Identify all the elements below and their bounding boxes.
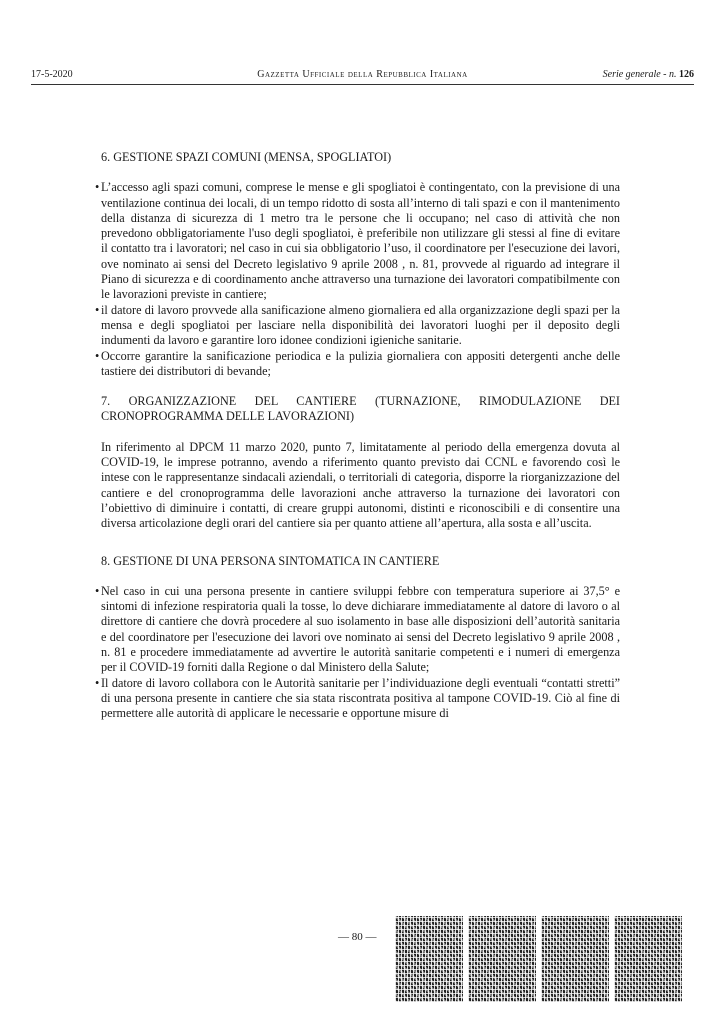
- list-item: • il datore di lavoro provvede alla sanificazione almeno giornaliera ed alla organizzazione degli spazi per la mensa e degli spogliatoi per lasciare nella disponibilità dei lavoratori luoghi per il deposito degli indumenti da lavoro e garantire loro idonee condizioni igieniche sanitarie.: [101, 303, 620, 349]
- header-date: 17-5-2020: [31, 69, 73, 80]
- list-item: • L’accesso agli spazi comuni, comprese le mense e gli spogliatoi è contingentato, con la previsione di una ventilazione continua dei locali, di un tempo ridotto di sosta all’interno di tali spazi e con il mantenimento della distanza di sicurezza di 1 metro tra le persone che li occupano; nel caso di attività che non prevedono obbligatoriamente l'uso degli spogliatoi, è preferibile non utilizzare gli stessi al fine di evitare il contatto tra i lavoratori; nel caso in cui sia obbligatorio l’uso, il coordinatore per l'esecuzione dei lavori, ove nominato ai sensi del Decreto legislativo 9 aprile 2008 , n. 81, provvede al riguardo ad integrare il Piano di sicurezza e di coordinamento anche attraverso una turnazione dei lavoratori compatibilmente con le lavorazioni previste in cantiere;: [101, 180, 620, 302]
- page-content: [101, 150, 620, 722]
- security-codes: [395, 916, 685, 1002]
- security-code-image: [614, 916, 682, 1002]
- section-8-bullets: [101, 584, 620, 722]
- section-6-title: 6. GESTIONE SPAZI COMUNI (MENSA, SPOGLIATOI): [101, 150, 392, 164]
- header-rule: [31, 84, 694, 85]
- security-code-image: [468, 916, 536, 1002]
- header-serie-number: 126: [679, 69, 694, 80]
- header-serie-label: Serie generale - n.: [602, 69, 677, 80]
- page-number: — 80 —: [338, 931, 377, 943]
- header-serie: [603, 68, 694, 82]
- list-item: • Nel caso in cui una persona presente in cantiere sviluppi febbre con temperatura superiore ai 37,5° e sintomi di infezione respiratoria quali la tosse, lo deve dichiarare immediatamente al datore di lavoro o al direttore di cantiere che dovrà procedere al suo isolamento in base alle disposizioni dell’autorità sanitaria e del coordinatore per l'esecuzione dei lavori ove nominato ai sensi del Decreto legislativo 9 aprile 2008 , n. 81 e procedere immediatamente ad avvertire le autorità sanitarie competenti e i numeri di emergenza per il COVID-19 forniti dalla Regione o dal Ministero della Salute;: [101, 584, 620, 676]
- security-code-image: [541, 916, 609, 1002]
- page-header: [31, 68, 694, 82]
- list-item: • Il datore di lavoro collabora con le Autorità sanitarie per l’individuazione degli eventuali “contatti stretti” di una persona presente in cantiere che sia stata riscontrata positiva al tampone COVID-19. Ciò al fine di permettere alle autorità di applicare le necessarie e opportune misure di: [101, 676, 620, 722]
- section-8-title: 8. GESTIONE DI UNA PERSONA SINTOMATICA IN CANTIERE: [101, 553, 440, 568]
- header-gazette-title: Gazzetta Ufficiale della Repubblica Italiana: [257, 69, 468, 80]
- security-code-image: [395, 916, 463, 1002]
- section-7-paragraph: In riferimento al DPCM 11 marzo 2020, punto 7, limitatamente al periodo della emergenza dovuta al COVID-19, le imprese potranno, avendo a riferimento quanto previsto dai CCNL e favorendo così le intese con le rappresentanze sindacali aziendali, o territoriali di categoria, disporre la riorganizzazione del cantiere e del cronoprogramma delle lavorazioni anche attraverso la turnazione dei lavoratori con l’obiettivo di diminuire i contatti, di creare gruppi autonomi, distinti e riconoscibili e di consentire una diversa articolazione degli orari del cantiere sia per quanto attiene all’apertura, alla sosta e all’uscita.: [101, 439, 620, 531]
- section-7-title: 7. ORGANIZZAZIONE DEL CANTIERE (TURNAZIONE, RIMODULAZIONE DEI CRONOPROGRAMMA DELLE LAVORAZIONI): [101, 394, 620, 424]
- section-6-bullets: [101, 180, 620, 379]
- list-item: • Occorre garantire la sanificazione periodica e la pulizia giornaliera con appositi detergenti anche delle tastiere dei distributori di bevande;: [101, 349, 620, 380]
